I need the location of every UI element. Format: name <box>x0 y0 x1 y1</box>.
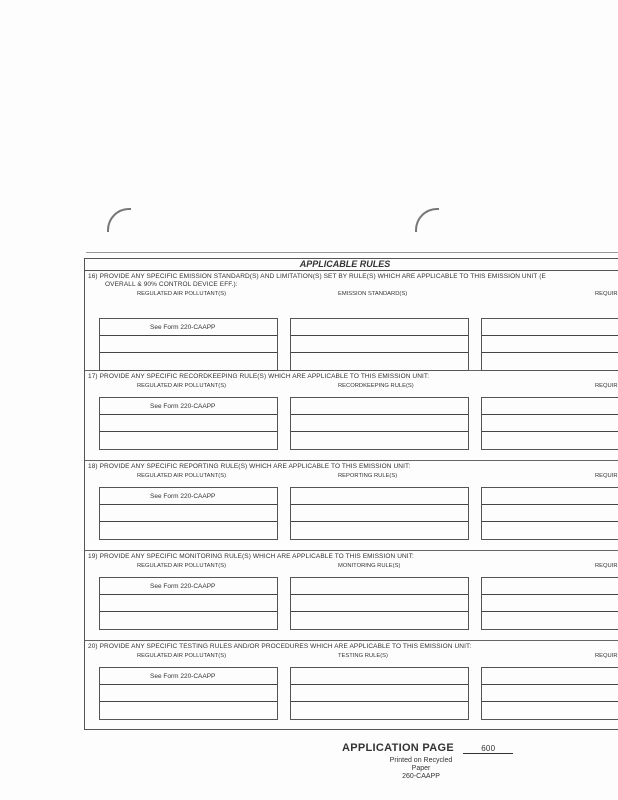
field-row[interactable] <box>100 612 277 629</box>
field-row[interactable] <box>482 505 618 522</box>
form-code: 260-CAAPP <box>402 773 440 780</box>
field-row[interactable] <box>482 522 618 539</box>
field-row[interactable] <box>482 612 618 629</box>
punch-hole-mark <box>415 208 439 232</box>
col-header-required: REQUIR <box>595 383 618 389</box>
field-row[interactable] <box>482 319 618 336</box>
field-row[interactable] <box>291 336 468 353</box>
col-header-required: REQUIR <box>595 291 618 297</box>
field-row[interactable] <box>100 668 277 685</box>
field-row[interactable] <box>100 578 277 595</box>
footer-notes <box>380 757 462 781</box>
field-row[interactable] <box>100 415 277 432</box>
field-row[interactable] <box>291 685 468 702</box>
field-row[interactable] <box>482 668 618 685</box>
column-headers <box>85 381 618 391</box>
section-recordkeeping <box>85 371 618 461</box>
col-header-required: REQUIR <box>595 563 618 569</box>
field-row[interactable] <box>482 685 618 702</box>
field-row[interactable] <box>291 415 468 432</box>
field-row[interactable] <box>482 488 618 505</box>
col-header-rule: REPORTING RULE(S) <box>338 473 398 479</box>
field-value: See Form 220-CAAPP <box>150 324 216 331</box>
requirement-box <box>481 397 618 450</box>
question-text: 16) PROVIDE ANY SPECIFIC EMISSION STANDARD(S) AND LIMITATION(S) SET BY RULE(S) WHICH ARE APPLICABLE TO THIS EMISSION UNIT (E <box>88 273 546 280</box>
field-row[interactable] <box>291 522 468 539</box>
section-monitoring <box>85 551 618 641</box>
rule-box <box>290 318 469 371</box>
application-page-footer <box>342 742 513 754</box>
field-row[interactable] <box>482 415 618 432</box>
field-row[interactable] <box>100 398 277 415</box>
col-header-pollutant: REGULATED AIR POLLUTANT(S) <box>137 383 227 389</box>
field-row[interactable] <box>482 353 618 370</box>
pollutant-box <box>99 397 278 450</box>
field-row[interactable] <box>100 353 277 370</box>
field-row[interactable] <box>291 488 468 505</box>
rule-box <box>290 577 469 630</box>
pollutant-box <box>99 487 278 540</box>
col-header-pollutant: REGULATED AIR POLLUTANT(S) <box>137 291 227 297</box>
requirement-box <box>481 318 618 371</box>
col-header-required: REQUIR <box>595 473 618 479</box>
field-value: See Form 220-CAAPP <box>150 493 216 500</box>
field-value: See Form 220-CAAPP <box>150 673 216 680</box>
field-row[interactable] <box>100 336 277 353</box>
field-row[interactable] <box>482 432 618 449</box>
col-header-pollutant: REGULATED AIR POLLUTANT(S) <box>137 473 227 479</box>
page-number: 600 <box>463 744 513 754</box>
column-headers <box>85 289 618 299</box>
question-text: 19) PROVIDE ANY SPECIFIC MONITORING RULE(S) WHICH ARE APPLICABLE TO THIS EMISSION UNIT: <box>88 553 414 560</box>
field-row[interactable] <box>482 595 618 612</box>
column-headers <box>85 561 618 571</box>
col-header-rule: RECORDKEEPING RULE(S) <box>338 383 414 389</box>
field-row[interactable] <box>291 505 468 522</box>
rule-box <box>290 397 469 450</box>
col-header-rule: EMISSION STANDARD(S) <box>338 291 408 297</box>
question-text-cont: OVERALL & 90% CONTROL DEVICE EFF.): <box>105 281 238 288</box>
field-row[interactable] <box>291 612 468 629</box>
rule-box <box>290 487 469 540</box>
field-row[interactable] <box>100 432 277 449</box>
section-emission-standards <box>85 271 618 371</box>
field-row[interactable] <box>482 578 618 595</box>
field-row[interactable] <box>100 488 277 505</box>
field-row[interactable] <box>291 353 468 370</box>
field-row[interactable] <box>291 595 468 612</box>
field-row[interactable] <box>100 595 277 612</box>
field-row[interactable] <box>482 398 618 415</box>
column-headers <box>85 471 618 481</box>
field-row[interactable] <box>291 319 468 336</box>
field-row[interactable] <box>291 668 468 685</box>
field-row[interactable] <box>100 505 277 522</box>
recycled-paper-note: Printed on Recycled Paper <box>389 757 453 772</box>
field-row[interactable] <box>291 578 468 595</box>
field-row[interactable] <box>100 685 277 702</box>
section-testing <box>85 641 618 731</box>
field-row[interactable] <box>100 522 277 539</box>
top-rule <box>86 252 618 253</box>
col-header-required: REQUIR <box>595 653 618 659</box>
col-header-rule: TESTING RULE(S) <box>338 653 388 659</box>
question-text: 17) PROVIDE ANY SPECIFIC RECORDKEEPING RULE(S) WHICH ARE APPLICABLE TO THIS EMISSION UNIT: <box>88 373 430 380</box>
form-title: APPLICABLE RULES <box>85 259 618 271</box>
field-row[interactable] <box>482 702 618 719</box>
field-row[interactable] <box>482 336 618 353</box>
col-header-pollutant: REGULATED AIR POLLUTANT(S) <box>137 563 227 569</box>
field-row[interactable] <box>291 432 468 449</box>
pollutant-box <box>99 318 278 371</box>
section-reporting <box>85 461 618 551</box>
requirement-box <box>481 487 618 540</box>
rule-box <box>290 667 469 720</box>
application-page-label: APPLICATION PAGE <box>342 742 454 754</box>
col-header-pollutant: REGULATED AIR POLLUTANT(S) <box>137 653 227 659</box>
applicable-rules-form <box>84 258 618 730</box>
field-value: See Form 220-CAAPP <box>150 403 216 410</box>
pollutant-box <box>99 667 278 720</box>
field-row[interactable] <box>291 702 468 719</box>
field-row[interactable] <box>100 702 277 719</box>
field-row[interactable] <box>100 319 277 336</box>
col-header-rule: MONITORING RULE(S) <box>338 563 401 569</box>
requirement-box <box>481 577 618 630</box>
pollutant-box <box>99 577 278 630</box>
question-text: 20) PROVIDE ANY SPECIFIC TESTING RULES AND/OR PROCEDURES WHICH ARE APPLICABLE TO THIS EMISSION UNIT: <box>88 643 472 650</box>
column-headers <box>85 651 618 661</box>
question-text: 18) PROVIDE ANY SPECIFIC REPORTING RULE(S) WHICH ARE APPLICABLE TO THIS EMISSION UNIT: <box>88 463 411 470</box>
field-value: See Form 220-CAAPP <box>150 583 216 590</box>
requirement-box <box>481 667 618 720</box>
punch-hole-mark <box>107 208 131 232</box>
field-row[interactable] <box>291 398 468 415</box>
